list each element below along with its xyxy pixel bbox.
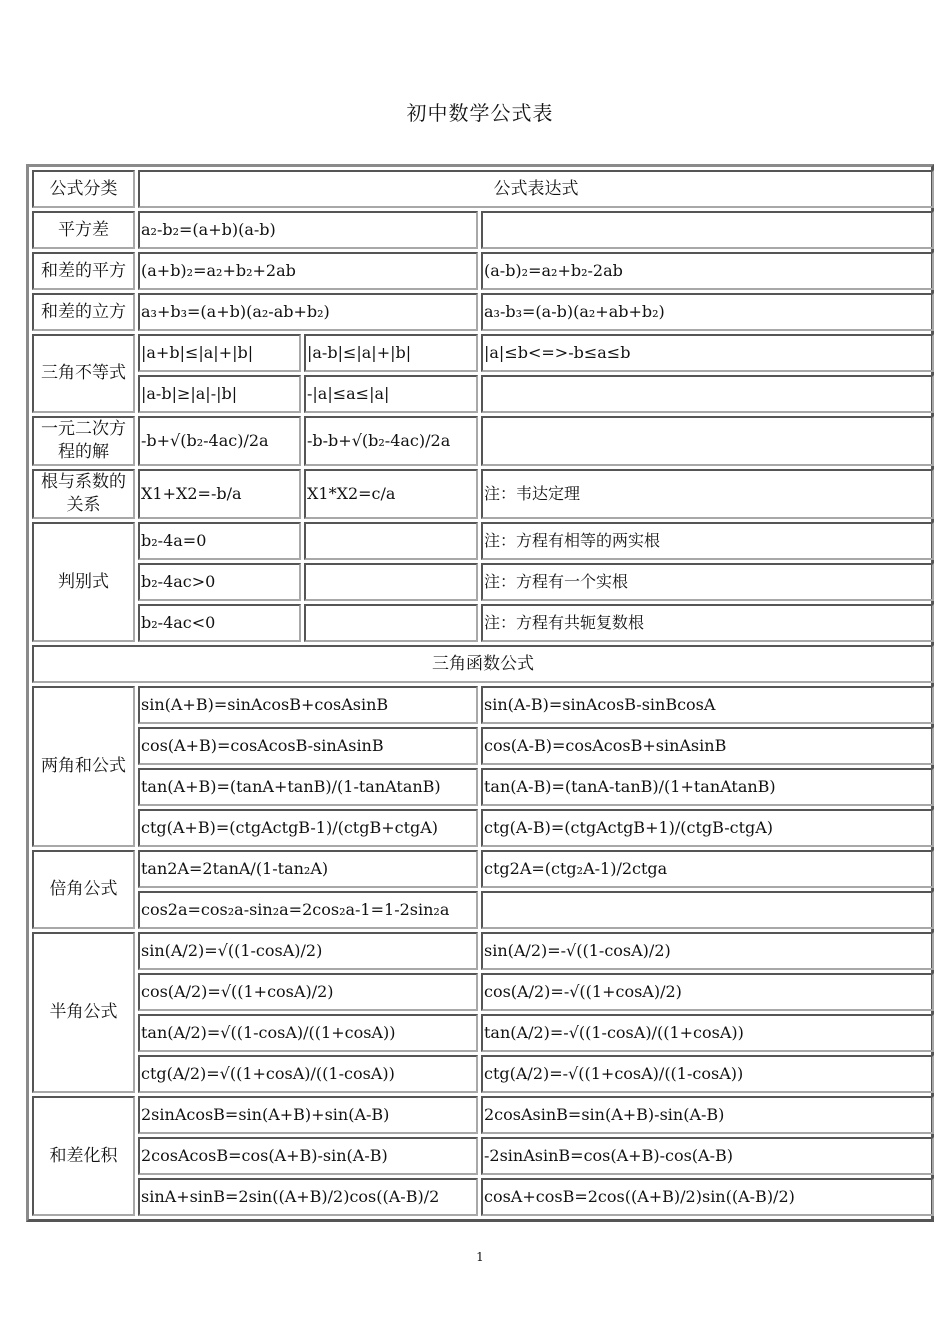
table-row bbox=[32, 1014, 934, 1052]
formula-cell: cosA+cosB=2cos((A+B)/2)sin((A-B)/2) bbox=[481, 1178, 934, 1216]
header-expression: 公式表达式 bbox=[138, 170, 934, 208]
category-label: 和差化积 bbox=[32, 1096, 135, 1216]
formula-cell: cos(A/2)=√((1+cosA)/2) bbox=[138, 973, 478, 1011]
formula-cell: b₂-4ac<0 bbox=[138, 604, 301, 642]
table-row bbox=[32, 252, 934, 290]
table-row bbox=[32, 891, 934, 929]
formula-cell: cos(A+B)=cosAcosB-sinAsinB bbox=[138, 727, 478, 765]
formula-cell: a₂-b₂=(a+b)(a-b) bbox=[138, 211, 478, 249]
formula-cell: b₂-4a=0 bbox=[138, 522, 301, 560]
formula-cell: b₂-4ac>0 bbox=[138, 563, 301, 601]
formula-cell: tan2A=2tanA/(1-tan₂A) bbox=[138, 850, 478, 888]
formula-cell: sin(A/2)=√((1-cosA)/2) bbox=[138, 932, 478, 970]
formula-table bbox=[29, 167, 937, 1219]
formula-cell: ctg2A=(ctg₂A-1)/2ctga bbox=[481, 850, 934, 888]
formula-cell: cos(A-B)=cosAcosB+sinAsinB bbox=[481, 727, 934, 765]
formula-cell: 2cosAcosB=cos(A+B)-sin(A-B) bbox=[138, 1137, 478, 1175]
table-row bbox=[32, 334, 934, 372]
formula-cell: -|a|≤a≤|a| bbox=[304, 375, 478, 413]
formula-cell: |a|≤b<=>-b≤a≤b bbox=[481, 334, 934, 372]
table-row bbox=[32, 973, 934, 1011]
formula-cell: sin(A/2)=-√((1-cosA)/2) bbox=[481, 932, 934, 970]
formula-cell bbox=[481, 891, 934, 929]
formula-cell: tan(A/2)=√((1-cosA)/((1+cosA)) bbox=[138, 1014, 478, 1052]
formula-cell bbox=[304, 563, 478, 601]
table-row bbox=[32, 1137, 934, 1175]
table-row bbox=[32, 809, 934, 847]
formula-cell: |a+b|≤|a|+|b| bbox=[138, 334, 301, 372]
note-cell: 注：方程有一个实根 bbox=[481, 563, 934, 601]
table-row bbox=[32, 293, 934, 331]
formula-cell bbox=[481, 416, 934, 466]
formula-cell: X1*X2=c/a bbox=[304, 469, 478, 519]
formula-cell: -b+√(b₂-4ac)/2a bbox=[138, 416, 301, 466]
formula-cell: |a-b|≥|a|-|b| bbox=[138, 375, 301, 413]
table-row bbox=[32, 375, 934, 413]
formula-cell: tan(A-B)=(tanA-tanB)/(1+tanAtanB) bbox=[481, 768, 934, 806]
header-row bbox=[32, 170, 934, 208]
table-row bbox=[32, 563, 934, 601]
formula-table-frame bbox=[26, 164, 934, 1222]
section-row bbox=[32, 645, 934, 683]
category-label: 倍角公式 bbox=[32, 850, 135, 929]
formula-cell: tan(A+B)=(tanA+tanB)/(1-tanAtanB) bbox=[138, 768, 478, 806]
formula-cell: |a-b|≤|a|+|b| bbox=[304, 334, 478, 372]
category-label: 两角和公式 bbox=[32, 686, 135, 847]
formula-cell: sin(A-B)=sinAcosB-sinBcosA bbox=[481, 686, 934, 724]
page-number: 1 bbox=[476, 1250, 484, 1264]
formula-cell: X1+X2=-b/a bbox=[138, 469, 301, 519]
formula-cell: ctg(A/2)=√((1+cosA)/((1-cosA)) bbox=[138, 1055, 478, 1093]
formula-cell: cos2a=cos₂a-sin₂a=2cos₂a-1=1-2sin₂a bbox=[138, 891, 478, 929]
table-row bbox=[32, 1096, 934, 1134]
formula-cell: cos(A/2)=-√((1+cosA)/2) bbox=[481, 973, 934, 1011]
formula-cell: 2sinAcosB=sin(A+B)+sin(A-B) bbox=[138, 1096, 478, 1134]
formula-cell bbox=[304, 522, 478, 560]
formula-cell: ctg(A-B)=(ctgActgB+1)/(ctgB-ctgA) bbox=[481, 809, 934, 847]
formula-cell: a₃+b₃=(a+b)(a₂-ab+b₂) bbox=[138, 293, 478, 331]
table-row bbox=[32, 727, 934, 765]
formula-cell: (a-b)₂=a₂+b₂-2ab bbox=[481, 252, 934, 290]
formula-cell bbox=[481, 375, 934, 413]
category-label: 根与系数的关系 bbox=[32, 469, 135, 519]
category-label: 和差的立方 bbox=[32, 293, 135, 331]
formula-cell: 2cosAsinB=sin(A+B)-sin(A-B) bbox=[481, 1096, 934, 1134]
note-cell: 注：韦达定理 bbox=[481, 469, 934, 519]
formula-cell: ctg(A+B)=(ctgActgB-1)/(ctgB+ctgA) bbox=[138, 809, 478, 847]
formula-cell: tan(A/2)=-√((1-cosA)/((1+cosA)) bbox=[481, 1014, 934, 1052]
page-title: 初中数学公式表 bbox=[406, 101, 554, 125]
category-label: 平方差 bbox=[32, 211, 135, 249]
table-row bbox=[32, 850, 934, 888]
category-label: 一元二次方程的解 bbox=[32, 416, 135, 466]
formula-cell: (a+b)₂=a₂+b₂+2ab bbox=[138, 252, 478, 290]
section-heading: 三角函数公式 bbox=[32, 645, 934, 683]
table-row bbox=[32, 469, 934, 519]
table-row bbox=[32, 1055, 934, 1093]
note-cell: 注：方程有相等的两实根 bbox=[481, 522, 934, 560]
category-label: 三角不等式 bbox=[32, 334, 135, 413]
formula-cell: ctg(A/2)=-√((1+cosA)/((1-cosA)) bbox=[481, 1055, 934, 1093]
header-category: 公式分类 bbox=[32, 170, 135, 208]
table-row bbox=[32, 1178, 934, 1216]
formula-cell: a₃-b₃=(a-b)(a₂+ab+b₂) bbox=[481, 293, 934, 331]
table-row bbox=[32, 768, 934, 806]
table-row bbox=[32, 211, 934, 249]
table-row bbox=[32, 416, 934, 466]
category-label: 和差的平方 bbox=[32, 252, 135, 290]
table-row bbox=[32, 686, 934, 724]
category-label: 判别式 bbox=[32, 522, 135, 642]
formula-cell bbox=[304, 604, 478, 642]
formula-cell bbox=[481, 211, 934, 249]
category-label: 半角公式 bbox=[32, 932, 135, 1093]
table-row bbox=[32, 522, 934, 560]
formula-cell: -b-b+√(b₂-4ac)/2a bbox=[304, 416, 478, 466]
table-row bbox=[32, 604, 934, 642]
table-row bbox=[32, 932, 934, 970]
formula-cell: sinA+sinB=2sin((A+B)/2)cos((A-B)/2 bbox=[138, 1178, 478, 1216]
formula-cell: sin(A+B)=sinAcosB+cosAsinB bbox=[138, 686, 478, 724]
formula-cell: -2sinAsinB=cos(A+B)-cos(A-B) bbox=[481, 1137, 934, 1175]
note-cell: 注：方程有共轭复数根 bbox=[481, 604, 934, 642]
